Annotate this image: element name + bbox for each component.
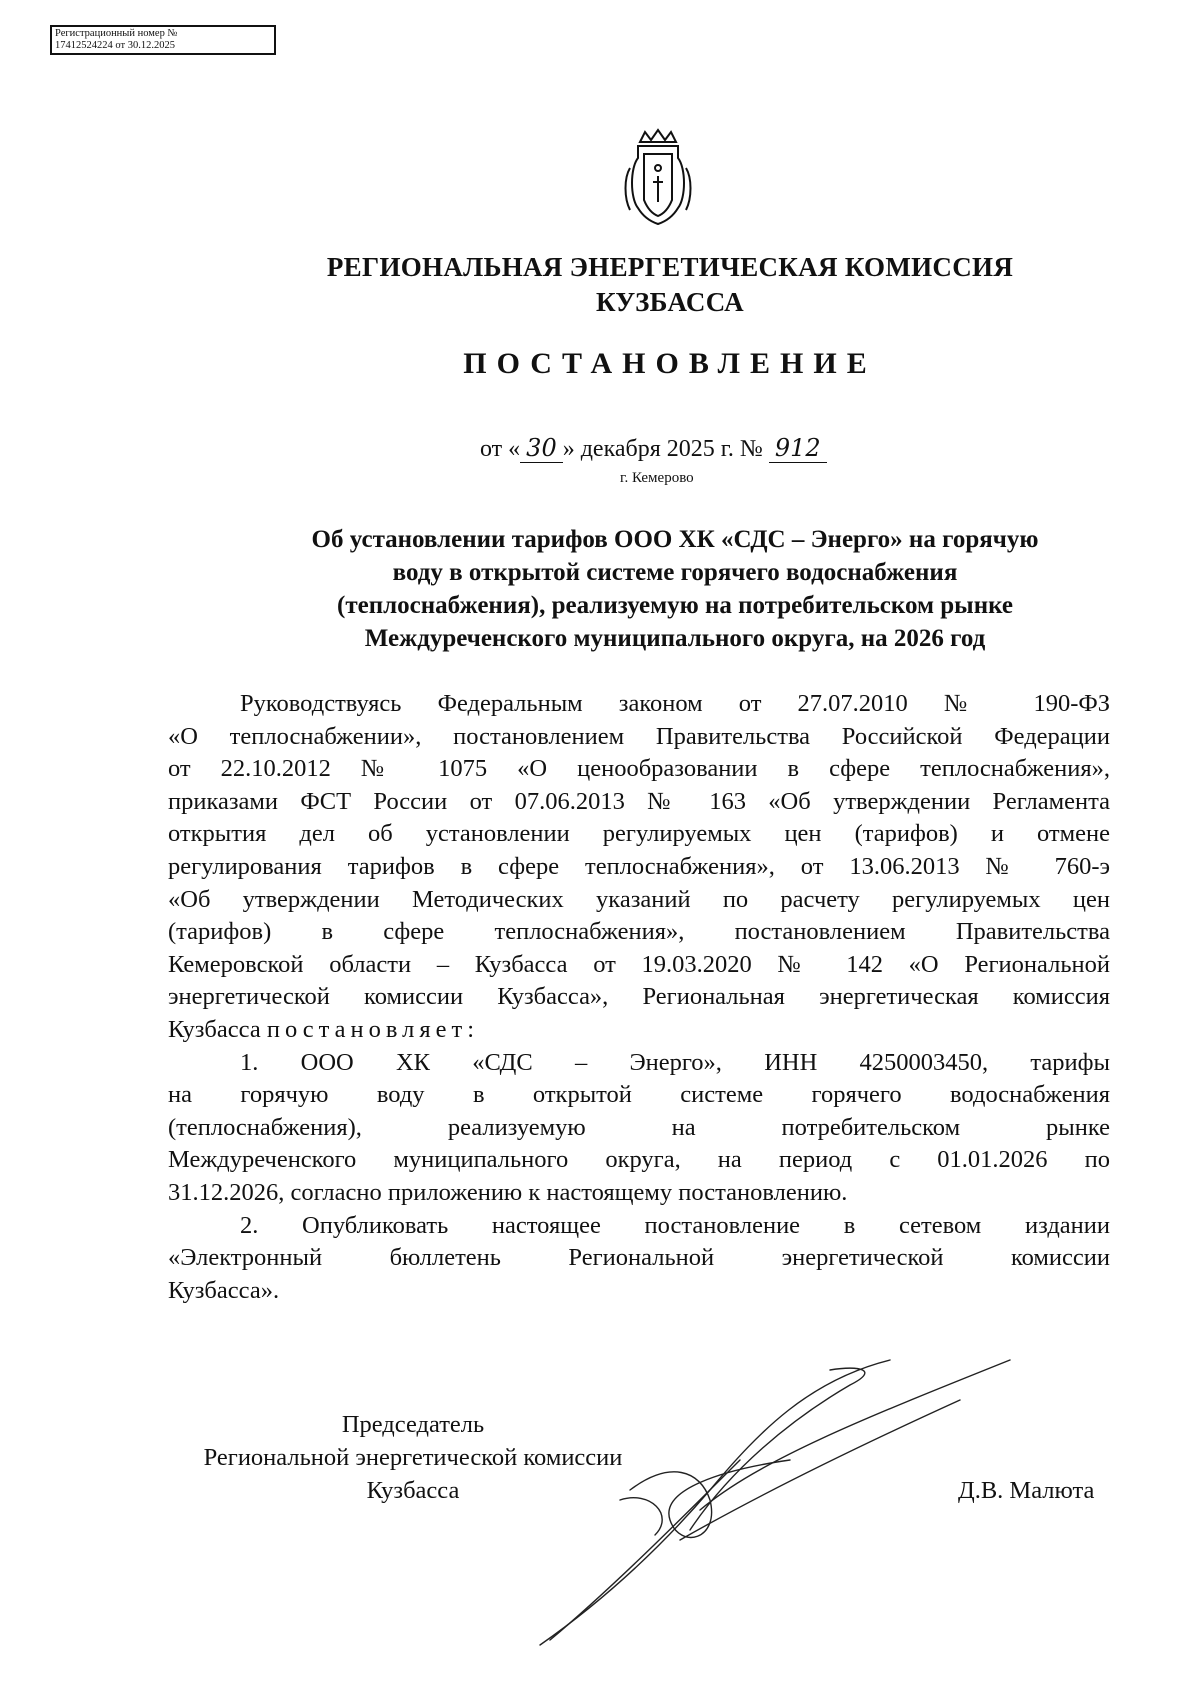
preamble-line: энергетической комиссии Кузбасса», Региональная энергетическая комиссия: [168, 983, 1110, 1011]
organization-name-line-2: КУЗБАССА: [596, 287, 744, 317]
preamble-line: (тарифов) в сфере теплоснабжения», постановлением Правительства: [168, 918, 1110, 946]
item-1-line: Междуреченского муниципального округа, на период с 01.01.2026 по: [168, 1146, 1110, 1174]
decree-line: [168, 1014, 1110, 1047]
registration-stamp: [50, 25, 276, 55]
title-line: Об установлении тарифов ООО ХК «СДС – Энерго» на горячую: [311, 526, 1039, 553]
document-city: г. Кемерово: [620, 470, 694, 486]
preamble-line: от 22.10.2012 № 1075 «О ценообразовании в сфере теплоснабжения»,: [168, 755, 1110, 783]
preamble-line: открытия дел об установлении регулируемых цен (тарифов) и отмене: [168, 820, 1110, 848]
item-2-line: «Электронный бюллетень Региональной энергетической комиссии: [168, 1244, 1110, 1272]
signatory-title-line: Кузбасса: [366, 1477, 460, 1504]
dateline-middle: » декабря 2025 г. №: [562, 436, 763, 462]
document-type-heading: ПОСТАНОВЛЕНИЕ: [463, 347, 877, 380]
title-line: воду в открытой системе горячего водоснабжения: [392, 559, 958, 586]
preamble-line: регулирования тарифов в сфере теплоснабжения», от 13.06.2013 № 760-э: [168, 852, 1110, 880]
document-dateline: [480, 434, 827, 463]
handwritten-signature: [530, 1340, 1030, 1660]
handwritten-day: 30: [520, 434, 563, 463]
document-title: [250, 523, 1100, 655]
title-line: Междуреченского муниципального округа, на 2026 год: [364, 625, 986, 652]
preamble-line: «Об утверждении Методических указаний по расчету регулируемых цен: [168, 885, 1110, 913]
preamble-line: Кемеровской области – Кузбасса от 19.03.2020 № 142 «О Региональной: [168, 950, 1110, 978]
signatory-name: Д.В. Малюта: [958, 1477, 1095, 1504]
kuzbass-coat-of-arms-icon: [618, 128, 698, 228]
registration-stamp-line-1: Регистрационный номер №: [55, 28, 178, 39]
dateline-prefix: от «: [480, 436, 521, 462]
title-line: (теплоснабжения), реализуемую на потребительском рынке: [337, 592, 1013, 619]
item-1-line: 31.12.2026, согласно приложению к настоящему постановлению.: [168, 1178, 848, 1206]
organization-name-line-1: РЕГИОНАЛЬНАЯ ЭНЕРГЕТИЧЕСКАЯ КОМИССИЯ: [326, 252, 1014, 282]
item-2-line: Кузбасса».: [168, 1276, 280, 1304]
preamble-line: Руководствуясь Федеральным законом от 27.07.2010 № 190-ФЗ: [240, 690, 1110, 717]
item-1-line: (теплоснабжения), реализуемую на потребительском рынке: [168, 1113, 1110, 1141]
document-body: [168, 688, 1110, 1307]
registration-stamp-line-2: 17412524224 от 30.12.2025: [55, 40, 175, 51]
preamble-line: приказами ФСТ России от 07.06.2013 № 163 «Об утверждении Регламента: [168, 787, 1110, 815]
handwritten-document-number: 912: [769, 434, 827, 463]
signatory-title-line: Председатель: [341, 1411, 485, 1438]
preamble-line: «О теплоснабжении», постановлением Правительства Российской Федерации: [168, 722, 1110, 750]
item-1-line: на горячую воду в открытой системе горячего водоснабжения: [168, 1081, 1110, 1109]
decree-word: постановляет:: [266, 1015, 480, 1043]
item-2-line: 2. Опубликовать настоящее постановление в сетевом издании: [240, 1211, 1110, 1239]
signatory-title-line: Региональной энергетической комиссии: [203, 1444, 623, 1471]
item-1-line: 1. ООО ХК «СДС – Энерго», ИНН 4250003450, тарифы: [240, 1048, 1110, 1076]
decree-prefix: Кузбасса: [168, 1015, 261, 1043]
